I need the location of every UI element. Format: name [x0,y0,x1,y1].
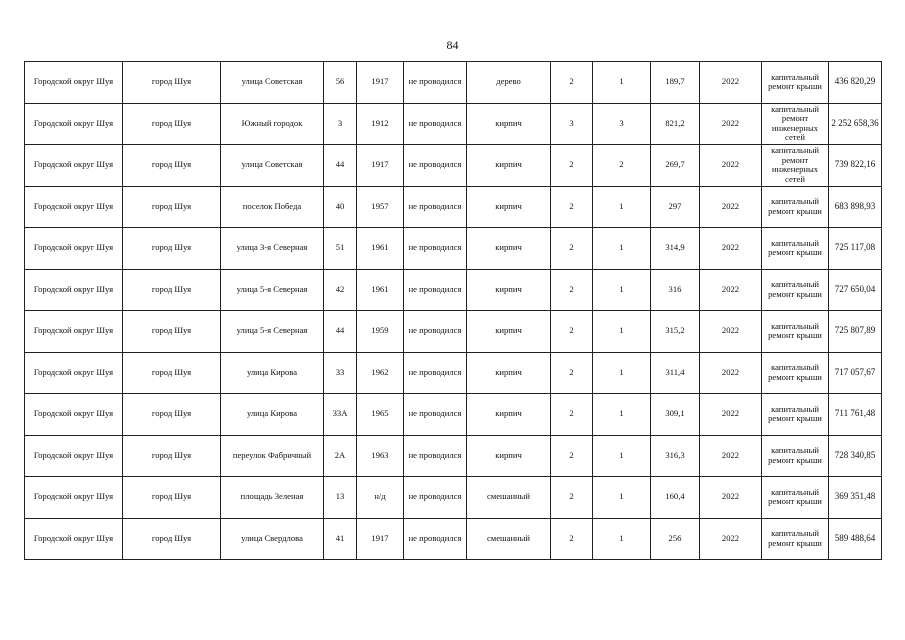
municipality-cell: Городской округ Шуя [25,435,123,477]
plan-year-cell: 2022 [700,435,762,477]
work-type-cell: капитальный ремонт инженерных сетей [762,103,829,145]
municipality-cell: Городской округ Шуя [25,311,123,353]
settlement-cell: город Шуя [123,186,221,228]
table-row [25,311,882,353]
municipality-cell: Городской округ Шуя [25,103,123,145]
table-row [25,269,882,311]
area-cell: 311,4 [651,352,700,394]
area-cell: 316,3 [651,435,700,477]
house-number-cell: 33А [324,394,357,436]
street-cell: переулок Фабричный [221,435,324,477]
table-row [25,228,882,270]
street-cell: Южный городок [221,103,324,145]
entrances-cell: 1 [593,269,651,311]
municipality-cell: Городской округ Шуя [25,228,123,270]
house-number-cell: 44 [324,311,357,353]
entrances-cell: 1 [593,435,651,477]
house-number-cell: 42 [324,269,357,311]
entrances-cell: 1 [593,228,651,270]
floors-cell: 2 [551,435,593,477]
municipality-cell: Городской округ Шуя [25,62,123,104]
wall-material-cell: кирпич [467,186,551,228]
wall-material-cell: кирпич [467,269,551,311]
entrances-cell: 1 [593,186,651,228]
last-repair-cell: не проводился [404,186,467,228]
plan-year-cell: 2022 [700,352,762,394]
cost-cell: 683 898,93 [829,186,882,228]
area-cell: 256 [651,518,700,560]
last-repair-cell: не проводился [404,477,467,519]
cost-cell: 739 822,16 [829,145,882,187]
cost-cell: 2 252 658,36 [829,103,882,145]
last-repair-cell: не проводился [404,435,467,477]
cost-cell: 725 117,08 [829,228,882,270]
wall-material-cell: кирпич [467,145,551,187]
work-type-cell: капитальный ремонт крыши [762,269,829,311]
area-cell: 297 [651,186,700,228]
house-number-cell: 2А [324,435,357,477]
last-repair-cell: не проводился [404,311,467,353]
last-repair-cell: не проводился [404,269,467,311]
municipality-cell: Городской округ Шуя [25,394,123,436]
build-year-cell: 1957 [357,186,404,228]
work-type-cell: капитальный ремонт крыши [762,228,829,270]
street-cell: улица 3-я Северная [221,228,324,270]
last-repair-cell: не проводился [404,145,467,187]
table-row [25,435,882,477]
cost-cell: 725 807,89 [829,311,882,353]
work-type-cell: капитальный ремонт крыши [762,394,829,436]
cost-cell: 711 761,48 [829,394,882,436]
build-year-cell: 1965 [357,394,404,436]
table-row [25,62,882,104]
cost-cell: 369 351,48 [829,477,882,519]
floors-cell: 2 [551,518,593,560]
street-cell: улица Советская [221,145,324,187]
settlement-cell: город Шуя [123,394,221,436]
table-row [25,518,882,560]
plan-year-cell: 2022 [700,228,762,270]
wall-material-cell: смешанный [467,518,551,560]
table-row [25,145,882,187]
work-type-cell: капитальный ремонт крыши [762,435,829,477]
street-cell: улица Кирова [221,394,324,436]
table-row [25,394,882,436]
house-number-cell: 51 [324,228,357,270]
plan-year-cell: 2022 [700,394,762,436]
work-type-cell: капитальный ремонт крыши [762,518,829,560]
last-repair-cell: не проводился [404,352,467,394]
entrances-cell: 1 [593,394,651,436]
settlement-cell: город Шуя [123,352,221,394]
floors-cell: 2 [551,228,593,270]
wall-material-cell: кирпич [467,435,551,477]
floors-cell: 2 [551,62,593,104]
municipality-cell: Городской округ Шуя [25,145,123,187]
entrances-cell: 1 [593,352,651,394]
cost-cell: 728 340,85 [829,435,882,477]
municipality-cell: Городской округ Шуя [25,269,123,311]
municipality-cell: Городской округ Шуя [25,186,123,228]
work-type-cell: капитальный ремонт крыши [762,352,829,394]
table-row [25,186,882,228]
housing-repair-table [24,61,882,560]
house-number-cell: 33 [324,352,357,394]
settlement-cell: город Шуя [123,228,221,270]
plan-year-cell: 2022 [700,62,762,104]
wall-material-cell: кирпич [467,103,551,145]
house-number-cell: 56 [324,62,357,104]
work-type-cell: капитальный ремонт крыши [762,477,829,519]
plan-year-cell: 2022 [700,269,762,311]
house-number-cell: 13 [324,477,357,519]
build-year-cell: 1959 [357,311,404,353]
last-repair-cell: не проводился [404,228,467,270]
settlement-cell: город Шуя [123,477,221,519]
house-number-cell: 41 [324,518,357,560]
street-cell: улица 5-я Северная [221,269,324,311]
municipality-cell: Городской округ Шуя [25,477,123,519]
floors-cell: 2 [551,477,593,519]
plan-year-cell: 2022 [700,186,762,228]
settlement-cell: город Шуя [123,518,221,560]
house-number-cell: 40 [324,186,357,228]
work-type-cell: капитальный ремонт крыши [762,311,829,353]
wall-material-cell: кирпич [467,311,551,353]
build-year-cell: 1961 [357,269,404,311]
settlement-cell: город Шуя [123,435,221,477]
build-year-cell: 1962 [357,352,404,394]
street-cell: улица Свердлова [221,518,324,560]
street-cell: площадь Зеленая [221,477,324,519]
area-cell: 160,4 [651,477,700,519]
street-cell: улица Кирова [221,352,324,394]
entrances-cell: 1 [593,518,651,560]
house-number-cell: 44 [324,145,357,187]
cost-cell: 436 820,29 [829,62,882,104]
plan-year-cell: 2022 [700,518,762,560]
work-type-cell: капитальный ремонт крыши [762,62,829,104]
cost-cell: 717 057,67 [829,352,882,394]
table-row [25,477,882,519]
entrances-cell: 1 [593,311,651,353]
municipality-cell: Городской округ Шуя [25,518,123,560]
plan-year-cell: 2022 [700,103,762,145]
floors-cell: 2 [551,311,593,353]
build-year-cell: 1917 [357,518,404,560]
plan-year-cell: 2022 [700,311,762,353]
table-row [25,352,882,394]
municipality-cell: Городской округ Шуя [25,352,123,394]
table-body [25,62,882,560]
settlement-cell: город Шуя [123,269,221,311]
last-repair-cell: не проводился [404,62,467,104]
last-repair-cell: не проводился [404,518,467,560]
area-cell: 269,7 [651,145,700,187]
floors-cell: 2 [551,145,593,187]
wall-material-cell: дерево [467,62,551,104]
table-row [25,103,882,145]
wall-material-cell: смешанный [467,477,551,519]
work-type-cell: капитальный ремонт крыши [762,186,829,228]
page-number: 84 [446,38,459,52]
area-cell: 309,1 [651,394,700,436]
wall-material-cell: кирпич [467,394,551,436]
settlement-cell: город Шуя [123,145,221,187]
settlement-cell: город Шуя [123,103,221,145]
area-cell: 821,2 [651,103,700,145]
build-year-cell: 1917 [357,145,404,187]
plan-year-cell: 2022 [700,477,762,519]
floors-cell: 2 [551,269,593,311]
street-cell: поселок Победа [221,186,324,228]
house-number-cell: 3 [324,103,357,145]
area-cell: 316 [651,269,700,311]
build-year-cell: 1963 [357,435,404,477]
last-repair-cell: не проводился [404,103,467,145]
floors-cell: 2 [551,394,593,436]
build-year-cell: 1961 [357,228,404,270]
build-year-cell: 1912 [357,103,404,145]
floors-cell: 3 [551,103,593,145]
build-year-cell: н/д [357,477,404,519]
street-cell: улица Советская [221,62,324,104]
wall-material-cell: кирпич [467,228,551,270]
entrances-cell: 3 [593,103,651,145]
cost-cell: 727 650,04 [829,269,882,311]
work-type-cell: капитальный ремонт инженерных сетей [762,145,829,187]
last-repair-cell: не проводился [404,394,467,436]
settlement-cell: город Шуя [123,311,221,353]
area-cell: 314,9 [651,228,700,270]
cost-cell: 589 488,64 [829,518,882,560]
entrances-cell: 1 [593,477,651,519]
build-year-cell: 1917 [357,62,404,104]
floors-cell: 2 [551,186,593,228]
area-cell: 189,7 [651,62,700,104]
entrances-cell: 1 [593,62,651,104]
area-cell: 315,2 [651,311,700,353]
entrances-cell: 2 [593,145,651,187]
street-cell: улица 5-я Северная [221,311,324,353]
plan-year-cell: 2022 [700,145,762,187]
floors-cell: 2 [551,352,593,394]
wall-material-cell: кирпич [467,352,551,394]
settlement-cell: город Шуя [123,62,221,104]
